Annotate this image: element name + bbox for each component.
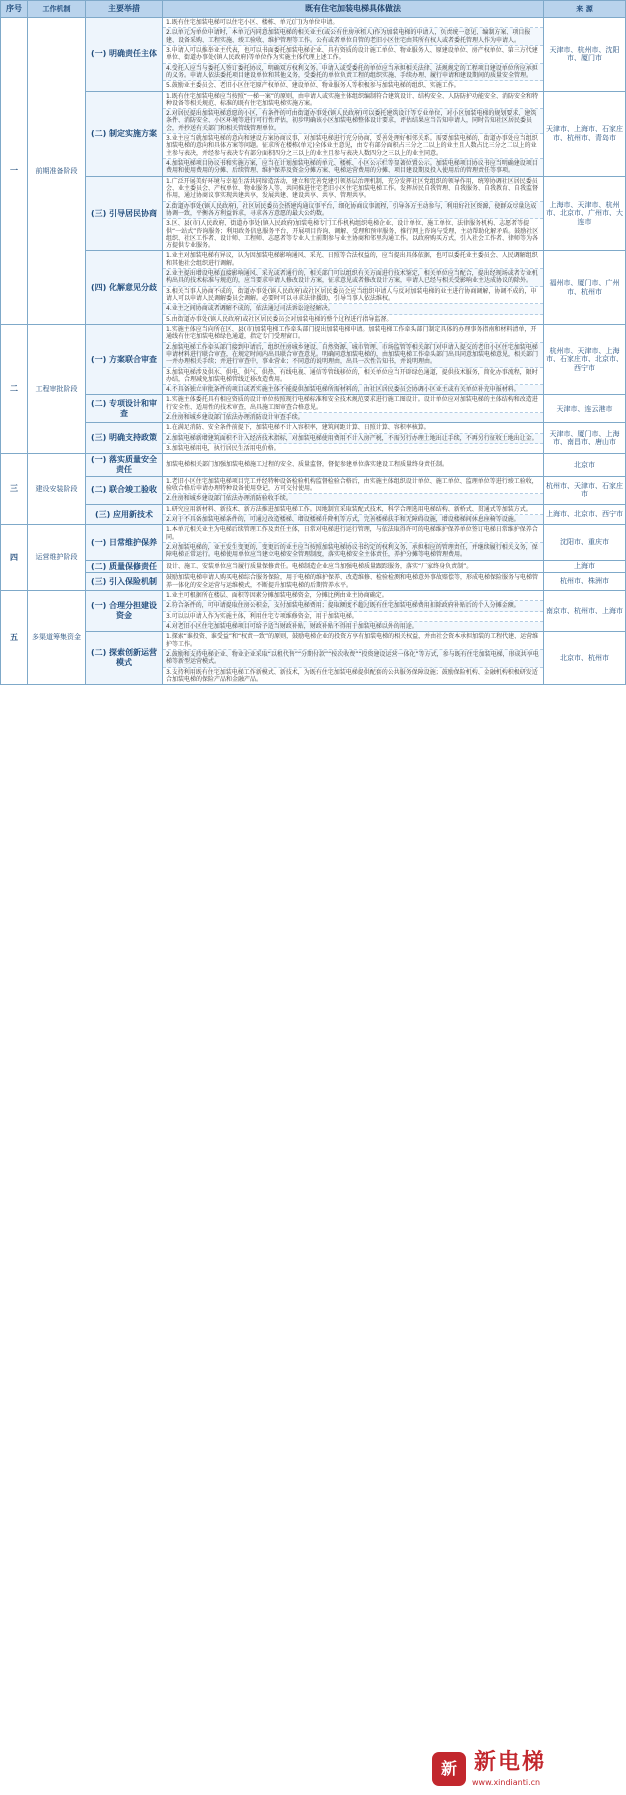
detail-item: 1.老旧小区住宅加装电梯项目完工并经特种设备检验机构监督检验合格后，由实施主体组织设计单位、施工单位、监理单位等进行竣工验收，验收合格后申请办理特种设备使用登记，方可交付使用。 [163, 477, 543, 495]
table-row [1, 423, 626, 454]
table-row [1, 454, 626, 477]
source-cities: 北京市 [544, 454, 626, 477]
detail-item: 1.既有住宅加装电梯可以住宅小区、楼栋、单元(门)为单位申请。 [163, 18, 543, 28]
section-number: 四 [1, 525, 28, 591]
detail-item: 3.申请人可以推举业主代表，也可以书面委托加装电梯企业、具有资质的设计施工单位、物业服务人、原建设单位、房产权单位、第三方代建单位、街道办事处(镇人民政府)等单位作为实施主体代理上述工作。 [163, 46, 543, 64]
source-cities: 天津市、厦门市、上海市、南昌市、唐山市 [544, 423, 626, 454]
measure-detail [163, 176, 544, 251]
measure-detail [163, 324, 544, 395]
elevator-policy-table [0, 0, 626, 685]
measure-detail [163, 525, 544, 560]
detail-item: 1.在满足消防、安全条件前提下，加装电梯不计入容积率，建筑间距计算、日照计算、容积率核算。 [163, 423, 543, 433]
measure-name: (四) 化解意见分歧 [86, 251, 163, 325]
table-row [1, 525, 626, 560]
elevator-logo-icon: 新 [432, 1752, 466, 1786]
header-measure: 主要举措 [86, 1, 163, 18]
detail-item: 4.业主之间协商或者调解不成的，依法通过司法诉讼途径解决。 [163, 304, 543, 314]
section-number: 三 [1, 454, 28, 525]
measure-name: (三) 引入保险机制 [86, 573, 163, 591]
detail-item: 3.加装电梯用电，执行居民生活用电价格。 [166, 445, 280, 452]
detail-item: 2.对加装电梯的，业主发生变更的，变更后的业主应当按照加装电梯协议书约定的权利义务，承担相应的管理责任，并继续履行相关义务，保障电梯正常运行。电梯使用单位应当建立电梯安全管理制度，落实电梯安全主体责任，养护分摊等电梯管理费用。 [163, 543, 543, 560]
detail-item: 5.由街道办事处(镇人民政府)或社区居民委员会对加装电梯的整个过程进行指导监督。 [166, 315, 393, 323]
watermark-logo [432, 1748, 597, 1792]
source-cities: 上海市、北京市、西宁市 [544, 504, 626, 525]
source-cities: 杭州市、天津市、石家庄市 [544, 476, 626, 504]
table-row [1, 324, 626, 395]
measure-name: (一) 日常维护保养 [86, 525, 163, 560]
detail-item: 3.支持利用既有住宅加装电梯工作新模式、新技术，为既有住宅加装电梯提供配套的公共服务保障设施；鼓励保险机构、金融机构积极研发适合加装电梯的保险产品和金融产品。 [166, 668, 538, 683]
source-cities: 福州市、厦门市、广州市、杭州市 [544, 251, 626, 325]
table-row [1, 504, 626, 525]
table-row [1, 476, 626, 504]
detail-item: 1.广泛开展美好环境与幸福生活共同缔造活动，建立和完善党建引领基层治理机制，充分发挥社区党组织的领导作用，统筹协调社区居民委员会、业主委员会、产权单位、物业服务人等，共同推进住宅老旧小区住宅加装电梯工作。发挥居民自我管理、自我服务、自我教育、自我监督作用，通过协商议事实现共建共享，发展共建、建设共享、共享、管理共享。 [163, 177, 543, 202]
source-cities: 杭州市、天津市、上海市、石家庄市、北京市、西宁市 [544, 324, 626, 395]
detail-item: 4.加装电梯项目协议书和实施方案，应当在计划加装电梯的单元、楼栋、小区公示栏等显著位置公示。加装电梯项目协议书应当明确建设项目费用和使用费用的分摊、后续管理、维护保养及资金分摊方案、电梯运营费用的分摊、项目建设期及投入使用后的管理责任等事项。 [163, 159, 543, 176]
header-stage: 工作机制 [28, 1, 86, 18]
detail-item: 4.对老旧小区住宅加装电梯项目可给予适当财政补贴，财政补贴不得用于加装电梯以外的用途。 [163, 622, 543, 631]
measure-detail [163, 251, 544, 325]
measure-detail [163, 18, 544, 92]
section-number: 五 [1, 591, 28, 685]
source-cities: 南京市、杭州市、上海市 [544, 591, 626, 632]
detail-item: 3.区、县(市)人民政府、街道办事处(镇人民政府)加装电梯专门工作机构组织电梯企业、设计单位、施工单位、法律服务机构、志愿者等提供“一站式”咨询服务；利用政务信息服务平台，开展项目咨询、调解、受理和预审服务，推行网上咨询与受理，主动帮助化解矛盾。鼓励社区组织、社区工作者、设计师、工程师、志愿者等专业人士前期参与业主协商和邻里沟通工作。以政府购买方式，引入社会工作者、律师等为各方提供专业服务。 [166, 220, 539, 250]
detail-item: 3.可以以申请人作为实施主体，利用住宅专项维修资金，用于加装电梯。 [163, 612, 543, 622]
detail-item: 1.研究应用新材料、新技术、新方法推进加装电梯工作。因地制宜采取装配式技术，科学合理选用电梯结构、新桥式、贯通式等加装方式。 [163, 505, 543, 515]
measure-name: (二) 探索创新运营模式 [86, 632, 163, 685]
watermark-url: www.xindianti.cn [472, 1778, 541, 1787]
source-cities: 天津市、杭州市、沈阳市、厦门市 [544, 18, 626, 92]
header-detail: 既有住宅加装电梯具体做法 [163, 1, 544, 18]
measure-detail [163, 91, 544, 176]
detail-item: 3.加装电梯涉及供水、供电、供气、供热、有线电视、通信等管线移位的，相关单位应当开辟绿色通道，提供技术服务，简化办事流程，限时办结，合理减免加装电梯管线迁移改造费用。 [163, 368, 543, 386]
measure-name: (三) 明确支持政策 [86, 423, 163, 454]
measure-name: (二) 制定实施方案 [86, 91, 163, 176]
measure-detail [163, 560, 544, 573]
section-stage: 多渠道筹集资金 [28, 591, 86, 685]
detail-item: 加装电梯相关部门加强加装电梯施工过程的安全、质量监督，督促参建单位落实建设工程质量终身责任制。 [166, 461, 449, 469]
measure-detail [163, 573, 544, 591]
detail-item: 2.鼓励和支持电梯企业、物业企业采取“以租代售”“分期付款”“按次收费”“投资建设运营一体化”等方式，参与既有住宅加装电梯，形成共享电梯等新型运营模式。 [163, 650, 543, 668]
detail-item: 1.业主对加装电梯有异议，认为因加装电梯影响通风、采光、日照等合法权益的，应当提出具体依据，也可以委托业主委员会、人民调解组织和其他社会组织进行调解。 [163, 251, 543, 269]
detail-item: 4.不具备独立审批条件的项目或者实施主体不能提供加装电梯所需材料的，由社区居民委员会协调小区业主或有关单位补充申报材料。 [163, 385, 543, 394]
detail-item: 2.以单元为单位申请时，本单元内同意加装电梯的相关业主(或公有住房承租人)作为加装电梯的申请人，负责统一意见、编制方案、项目报建、设备采购、工程实施、竣工验收、维护管理等工作。公有或者单位自管的老旧小区住宅由其所有权人或者委托管理人作为申请人。 [163, 28, 543, 46]
source-cities: 北京市、杭州市 [544, 632, 626, 685]
measure-detail [163, 454, 544, 477]
detail-item: 2.住房和城乡建设部门依法办理消防设计审查手续。 [163, 413, 543, 422]
section-stage: 运营维护阶段 [28, 525, 86, 591]
measure-name: (二) 联合竣工验收 [86, 476, 163, 504]
section-stage: 前期准备阶段 [28, 18, 86, 325]
table-row [1, 560, 626, 573]
detail-item: 1.业主可根据所在楼层、面积等因素分摊加装电梯资金，分摊比例由业主协商确定。 [163, 591, 543, 601]
detail-item: 1.本单元相关业主为电梯后续管理工作及责任主体，日常对电梯进行运行管理，与依法取得许可的电梯维护保养单位签订电梯日常维护保养合同。 [163, 525, 543, 543]
section-stage: 建设安装阶段 [28, 454, 86, 525]
source-cities: 天津市、连云港市 [544, 395, 626, 423]
measure-detail [163, 504, 544, 525]
table-row [1, 573, 626, 591]
section-number: 一 [1, 18, 28, 325]
detail-item: 2.加装电梯新增建筑面积不计入经济技术指标，对加装电梯使用费用不计入房产税，不需另行办理土地出让手续，不再另行征收土地出让金。 [163, 434, 543, 444]
measure-detail [163, 632, 544, 685]
detail-item: 2.住房和城乡建设部门依法办理消防验收手续。 [163, 494, 543, 503]
measure-name: (二) 专项设计和审查 [86, 395, 163, 423]
measure-name: (一) 落实质量安全责任 [86, 454, 163, 477]
measure-detail [163, 476, 544, 504]
measure-detail [163, 591, 544, 632]
detail-item: 2.业主提出增设电梯直接影响通风、采光或者通行的，相关部门可以组织有关方面进行技术鉴定，相关单位应当配合，提出经现场或者专业机构出具的技术标准与规范的，应当要求申请人修改设计方案，征求意见或者修改设计方案，申请人已经与相关受影响业主达成协议的除外。 [163, 269, 543, 287]
detail-item: 3.相关当事人协商不成的，街道办事处(镇人民政府)或社区居民委员会应当组织申请人与反对加装电梯的业主进行协商调解，协调不成的，申请人可以申请人民调解委员会调解。必要时可以寻求法律援助，引导当事人依法维权。 [163, 287, 543, 305]
detail-item: 1.实施主体委托具有相应资质的设计单位按照现行电梯标准和安全技术规范要求进行施工图设计。设计单位应对加装电梯的主体结构和改造进行安全性、适用性的技术审查，出具施工图审查合格意见。 [163, 395, 543, 413]
table-row [1, 632, 626, 685]
header-seq: 序号 [1, 1, 28, 18]
source-cities: 天津市、上海市、石家庄市、杭州市、青岛市 [544, 91, 626, 176]
source-cities: 上海市 [544, 560, 626, 573]
detail-item: 1.探索“谁投资、谁受益”和“权责一致”的原则，鼓励电梯企业的投资方享有加装电梯的相关权益，并由社会资本承担加装的工程代建、运营维护等工作。 [163, 632, 543, 650]
section-number: 二 [1, 324, 28, 453]
measure-name: (三) 应用新技术 [86, 504, 163, 525]
measure-detail [163, 395, 544, 423]
source-cities: 沈阳市、重庆市 [544, 525, 626, 560]
detail-item: 2.街道办事处(镇人民政府)、社区居民委员会搭建沟通议事平台，细化协商议事流程，引导各方主动参与，利用好社区资源，使群众尽量达成协调一致，平衡各方利益诉求，寻求各方意愿的最大公约数。 [163, 202, 543, 220]
watermark-name: 新电梯 [474, 1750, 547, 1775]
detail-item: 1.既有住宅加装电梯应当按照“一梯一案”的原则，由申请人或实施主体组织编制符合建筑设计、结构安全、人防防护功能安全、消防安全和特种设备等相关规范、标准的既有住宅加装电梯实施方案。 [163, 92, 543, 110]
measure-name: (一) 合理分担建设资金 [86, 591, 163, 632]
header-source: 来 源 [544, 1, 626, 18]
detail-item: 2.对于不具备加装电梯条件的，可通过改造楼梯、增设楼梯升降机等方式，完善楼梯扶手和无障碍设施，增设楼梯间休息座椅等设施。 [163, 515, 543, 524]
measure-name: (二) 质量保修责任 [86, 560, 163, 573]
source-cities: 杭州市、株洲市 [544, 573, 626, 591]
measure-name: (一) 明确责任主体 [86, 18, 163, 92]
measure-detail [163, 423, 544, 454]
detail-item: 1.实施主体应当向所在区、县(市)加装电梯工作牵头部门提出加装电梯申请。加装电梯工作牵头部门制定具体的办理事务指南和材料清单，开通线有住宅加装电梯绿色通道，指定专门受理窗口。 [163, 325, 543, 343]
table-row [1, 176, 626, 251]
table-row [1, 251, 626, 325]
detail-item: 5.鼓励业主委员会、老旧小区住宅原产权单位、建设单位、物业服务人等积极参与加装电梯的组织、实施工作。 [166, 82, 460, 90]
table-row [1, 395, 626, 423]
table-row [1, 18, 626, 92]
detail-item: 2.符合条件的，可申请提取住房公积金，支付加装电梯费用；提取额度不超过既有住宅加装电梯费用扣除政府补贴后的个人分摊金额。 [163, 601, 543, 611]
measure-name: (一) 方案联合审查 [86, 324, 163, 395]
detail-item: 鼓励加装电梯申请人购买电梯综合服务保险，用于电梯的维护保养、改造维修、检验检测和电梯意外事故赔偿等，形成电梯保险服务与电梯管养一体化的安全运营与运维模式，不断提升加装电梯的后期管养水平。 [166, 574, 539, 589]
detail-item: 设计、施工、安装单位应当履行质量保修责任。电梯制造企业应当加强电梯质量跟踪服务，落实“厂家终身负责制”。 [166, 562, 473, 570]
detail-item: 3.业主应当就加装电梯的意向和建设方案协商议事，对加装电梯进行充分协商，妥善处理好相邻关系。需要加装电梯的，街道办事处应当组织加装电梯的意向和具体方案等问题。征求所在楼栋(单元)全体业主意见，由专有部分面积占三分之二以上的业主且人数占比三分之二以上的业主参与表决，并经参与表决专有部分面积四分之三以上的业主且参与表决人数四分之三以上的业主同意。 [163, 134, 543, 159]
detail-item: 2.加装电梯工作牵头部门接到申请后，组织住房城乡建设、自然资源、城市管理、市场监管等相关部门对申请人提交的老旧小区住宅加装电梯申请材料进行联合审查，在规定时间内出具联合审查意见。明确同意加装电梯的，由加装电梯工作牵头部门出具同意加装电梯意见，相关部门一并办理相关手续；并进行审查中，事业营业；不同意的说明理由，出具一次性告知书，并说明理由。 [163, 343, 543, 368]
section-stage: 工程审批阶段 [28, 324, 86, 453]
source-cities: 上海市、天津市、杭州市、北京市、广州市、大连市 [544, 176, 626, 251]
measure-name: (三) 引导居民协商 [86, 176, 163, 251]
table-row [1, 91, 626, 176]
table-row [1, 591, 626, 632]
table-header-row [1, 1, 626, 18]
table-body [1, 18, 626, 685]
detail-item: 2.对居民提出加装电梯意愿的小区，有条件的可由街道办事处(镇人民政府)可以委托建筑设计等专业单位，对小区加装电梯的规划要求、建筑条件、消防安全、小区环境等进行可行性评估，初步明确该小区加装电梯整体设计要求，评估结果应当告知申请人，同时告知社区居民委员会，并抄送有关部门和相关管线管理单位。 [163, 109, 543, 134]
detail-item: 4.受托人应当与委托人签订委托协议，明确双方权利义务。申请人或受委托的单位应当承担相关法律、法规规定的工程项目建设单位所应承担的义务。申请人依法委托项目建设单位和其他义务，受委托的单位负责工程的组织实施、手续办理、履行申请和建设期间的质量安全管理。 [163, 64, 543, 82]
